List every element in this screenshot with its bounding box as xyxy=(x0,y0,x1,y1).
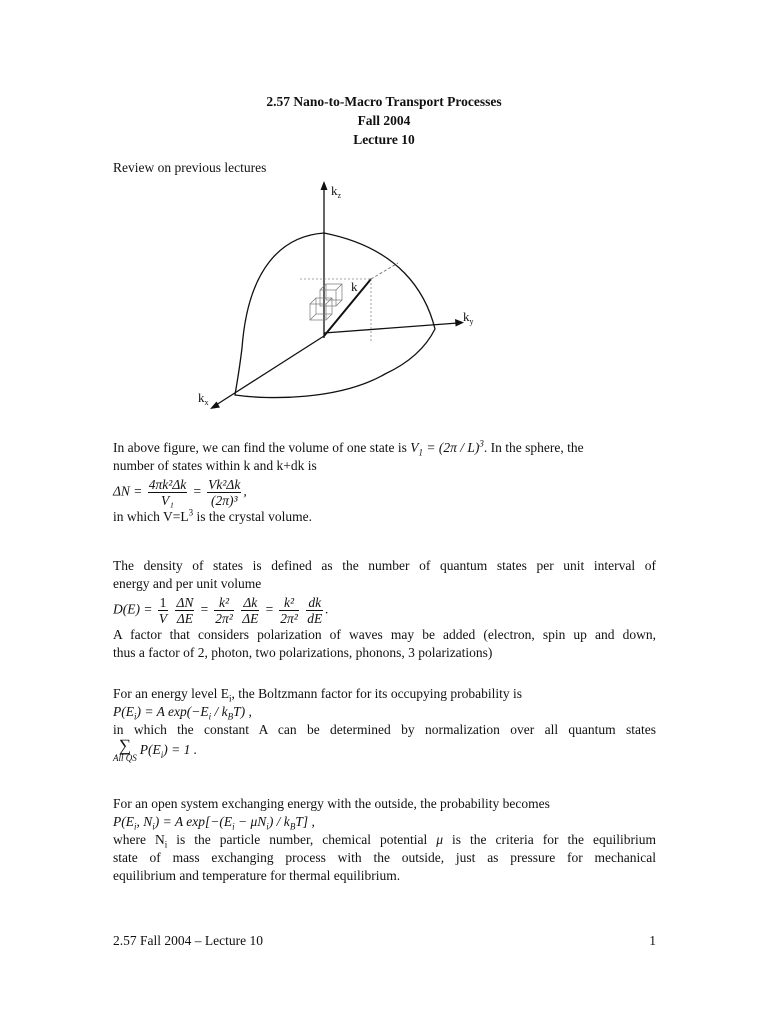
section-review xyxy=(113,159,656,177)
para4-line2: where $N_i$ is the particle number, chemical potential μ is the criteria for the equilibrium xyxy=(113,832,656,850)
para2-line3: A factor that considers polarization of waves may be added (electron, spin up and down, xyxy=(113,627,656,642)
normalization-equation: ∑ All QS $P(E_i) = 1$ . xyxy=(113,736,198,763)
grand-canonical-equation: $P(E_i$, $N_i) = A$ $\exp[-(E_i - \mu N_i) / k_BT]$ , xyxy=(113,814,315,832)
para4-line1: For an open system exchanging energy with the outside, the probability becomes xyxy=(113,796,550,811)
kx-arrowhead xyxy=(210,402,220,410)
course-title: 2.57 Nano-to-Macro Transport Processes xyxy=(266,94,502,109)
k-label: k xyxy=(351,279,358,294)
page-number: 1 xyxy=(649,933,656,948)
document-header xyxy=(0,92,768,149)
para3-line1: For an energy level $E_i$, the Boltzmann factor for its occupying probability is xyxy=(113,686,523,704)
para1-line1: In above figure, we can find the volume of one state is $V_1 = (2\pi / L)^3$. In the sphere, the xyxy=(113,438,584,458)
boltzmann-equation: $P(E_i) = A$ $\exp(-E_i / k_BT)$ , xyxy=(113,704,252,722)
para2-line2: energy and per unit volume xyxy=(113,576,262,591)
delta-n-equation: ΔN = $\frac{\text{4πk²Δk}}{\text{V₁}}$ = $\frac{\text{Vk²Δk}}{\text{(2π)³}}$ , xyxy=(113,477,247,508)
paragraph-open-system xyxy=(113,795,656,885)
kz-arrowhead xyxy=(321,181,328,190)
para2-line1: The density of states is defined as the number of quantum states per unit interval of xyxy=(113,558,656,573)
k-vector-extension xyxy=(371,263,398,279)
k-vector xyxy=(324,279,371,336)
dos-equation: D(E) = $\frac{1}{V}$ $\frac{\Delta N}{\Delta E}$ = $\frac{\text{k²}}{\text{2π²}}$ $\frac{\Delta k}{\Delta E}$ = $\frac{\text{k²}}{\text{2π²}}$ $\frac{dk}{dE}$ . xyxy=(113,595,329,626)
term: Fall 2004 xyxy=(357,113,411,128)
k-space-figure xyxy=(190,178,490,420)
ky-axis xyxy=(324,323,458,333)
sphere-outline xyxy=(235,233,435,398)
paragraph-volume-of-state xyxy=(113,439,656,526)
page-footer xyxy=(113,932,656,950)
para3-line2: in which the constant A can be determined by normalization over all quantum states xyxy=(113,722,656,737)
unit-cells xyxy=(310,284,342,320)
para4-line4: equilibrium and temperature for thermal equilibrium. xyxy=(113,868,401,883)
kx-axis xyxy=(216,336,324,405)
lecture-number: Lecture 10 xyxy=(353,132,415,147)
kx-label: $k_x$ xyxy=(198,390,209,407)
kz-label: $k_z$ xyxy=(331,183,342,200)
section-review-text: Review on previous lectures xyxy=(113,160,267,175)
paragraph-density-of-states xyxy=(113,557,656,662)
para2-line4: thus a factor of 2, photon, two polarizations, phonons, 3 polarizations) xyxy=(113,645,493,660)
ky-label: $k_y$ xyxy=(463,309,474,326)
paragraph-boltzmann-factor xyxy=(113,685,656,763)
footer-left: 2.57 Fall 2004 – Lecture 10 xyxy=(113,933,263,948)
para1-line2: number of states within k and k+dk is xyxy=(113,458,317,473)
para1-line3: in which $V=L^3$ is the crystal volume. xyxy=(113,507,312,524)
para4-line3: state of mass exchanging process with the outside, just as pressure for mechanical xyxy=(113,850,656,865)
